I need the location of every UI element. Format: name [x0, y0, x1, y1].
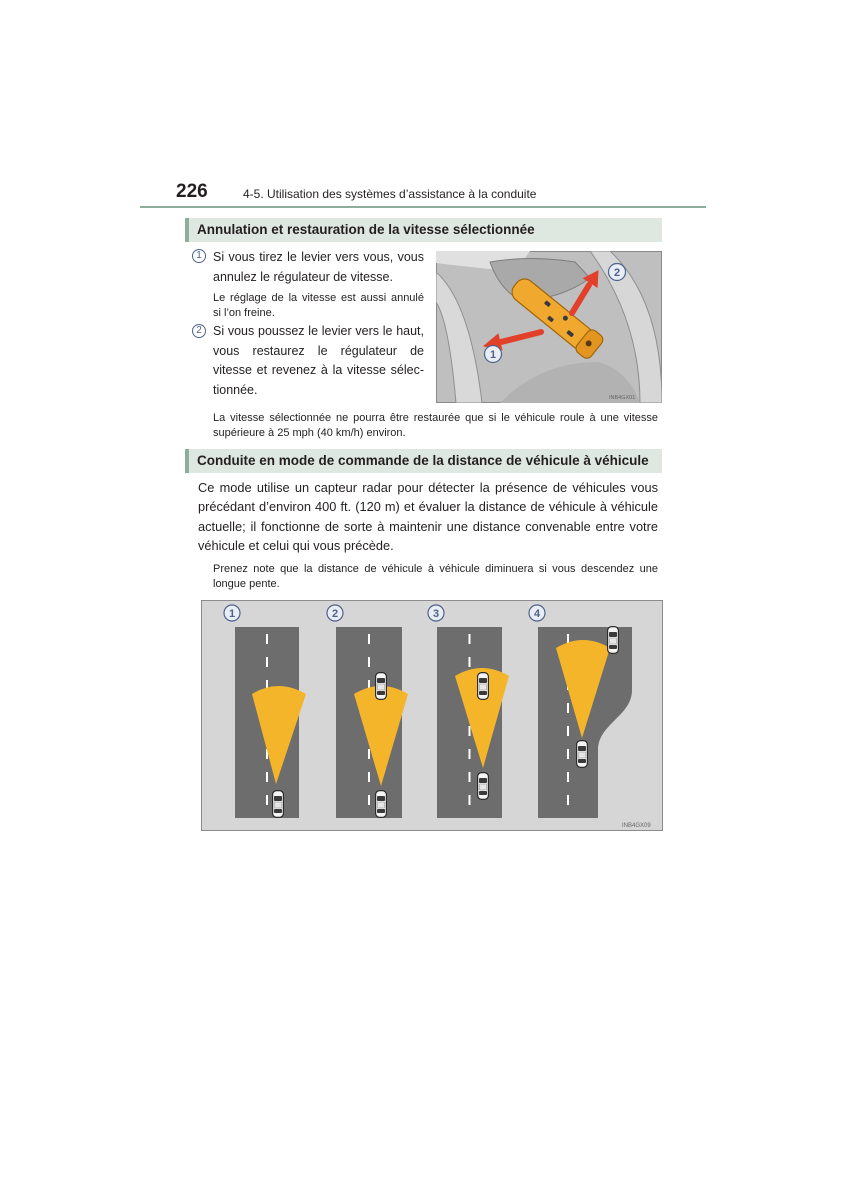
own-vehicle-3 — [478, 773, 489, 800]
step-1-text — [213, 248, 424, 287]
callout-2-number: 2 — [331, 608, 339, 620]
downhill-note — [213, 562, 658, 592]
callout-1-number: 1 — [489, 349, 497, 361]
lead-vehicle-4 — [608, 627, 619, 654]
step-2-line: Si vous poussez le levier vers le haut, — [213, 324, 424, 338]
callout-3-number: 3 — [432, 608, 440, 620]
section-heading-cancel-resume — [185, 218, 662, 242]
distance-mode-paragraph — [198, 478, 658, 556]
step-2-line: vous restaurez le régulateur de — [213, 343, 424, 358]
section-heading-text: Annulation et restauration de la vitesse sélectionnée — [197, 222, 535, 237]
note-line: si l’on freine. — [213, 306, 275, 319]
own-vehicle-2 — [376, 791, 387, 818]
step-number-2: 2 — [192, 324, 206, 338]
illustration-code: INB4GX01 — [609, 395, 636, 401]
paragraph-line: véhicule et celui qui vous précède. — [198, 538, 394, 554]
step-1-line: annulez le régulateur de vitesse. — [213, 269, 393, 284]
note-line: La vitesse sélectionnée ne pourra être restaurée que si le véhicule roule à une vitesse — [213, 412, 658, 424]
own-vehicle-1 — [273, 791, 284, 818]
lead-vehicle-3 — [478, 673, 489, 700]
lead-vehicle-2 — [376, 673, 387, 700]
step-2-text — [213, 322, 424, 400]
note-line: Le réglage de la vitesse est aussi annulé — [213, 292, 424, 304]
section-heading-text: Conduite en mode de commande de la distance de véhicule à véhicule — [197, 453, 649, 468]
restore-speed-note — [213, 411, 658, 440]
cruise-lever-illustration — [436, 251, 662, 403]
note-line: Prenez note que la distance de véhicule à véhicule diminuera si vous descendez une — [213, 563, 658, 575]
illustration-code: INB4GX09 — [622, 823, 651, 829]
paragraph-line: actuelle; il fonctionne de sorte à maintenir une distance convenable entre votre — [198, 518, 658, 534]
callout-4-number: 4 — [533, 608, 541, 620]
header-rule — [140, 206, 706, 208]
callout-2-number: 2 — [613, 267, 621, 279]
chapter-title: 4-5. Utilisation des systèmes d’assistance à la conduite — [243, 187, 537, 201]
step-number-1: 1 — [192, 249, 206, 263]
step-1-note — [213, 291, 424, 320]
step-2-line: vitesse et revenez à la vitesse sélec- — [213, 363, 424, 377]
paragraph-line: précédant d’environ 400 ft. (120 m) et évaluer la distance de véhicule à véhicule — [198, 499, 658, 515]
step-2-line: tionnée. — [213, 382, 258, 397]
page-number: 226 — [176, 181, 208, 202]
note-line: longue pente. — [213, 578, 280, 590]
callout-1-number: 1 — [228, 608, 236, 620]
radar-distance-illustration — [201, 600, 663, 831]
note-line: supérieure à 25 mph (40 km/h) environ. — [213, 426, 406, 439]
paragraph-line: Ce mode utilise un capteur radar pour détecter la présence de véhicules vous — [198, 480, 658, 495]
step-1-line: Si vous tirez le levier vers vous, vous — [213, 250, 424, 264]
own-vehicle-4 — [577, 741, 588, 768]
section-heading-distance-mode — [185, 449, 662, 473]
